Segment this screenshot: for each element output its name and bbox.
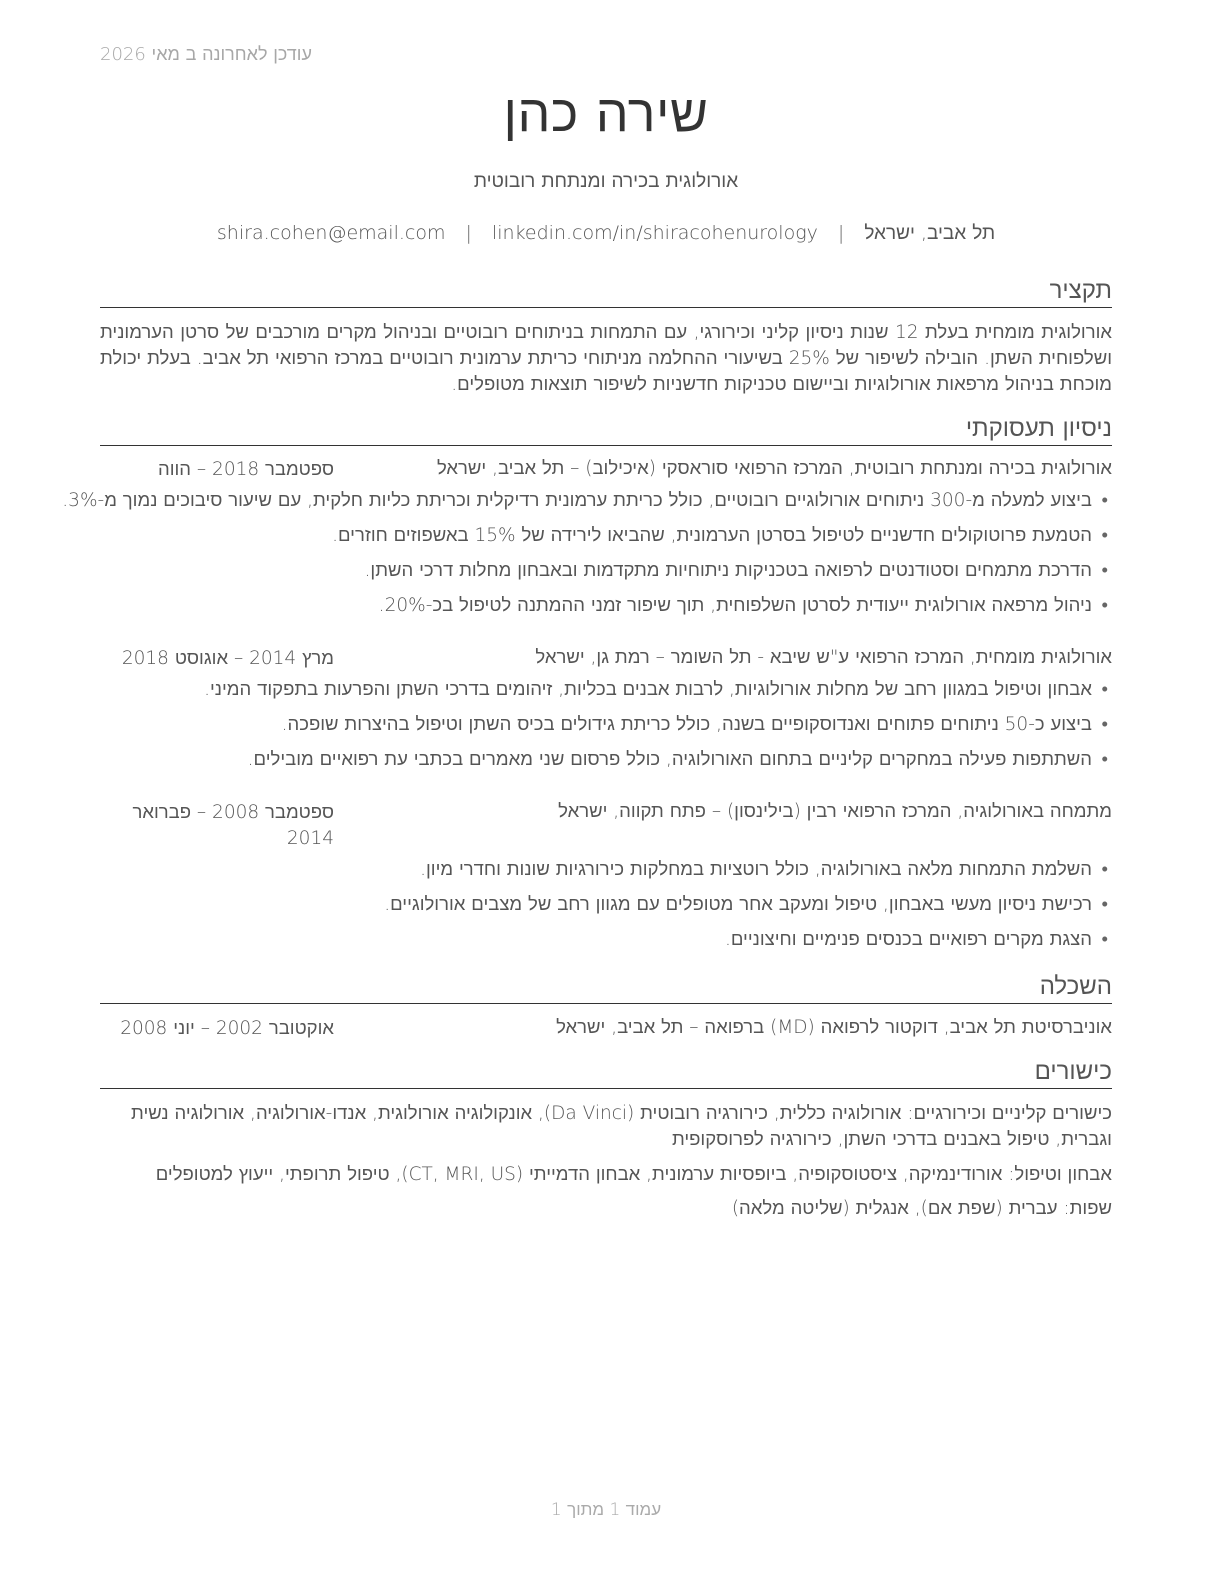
education-institution: אוניברסיטת תל אביב, דוקטור לרפואה (MD) ברפואה – תל אביב, ישראל [556, 1017, 1112, 1038]
candidate-title: אורולוגית בכירה ומנתחת רובוטית [473, 170, 739, 192]
job-bullets [100, 857, 1112, 962]
list-item: • ניהול מרפאה אורולוגית ייעודית לסרטן השלפוחית, תוך שיפור זמני ההמתנה לטיפול בכ-20%. [100, 593, 1112, 619]
education-item [100, 1016, 1112, 1042]
job-bullets [100, 677, 1112, 782]
education-dates: אוקטובר 2002 – יוני 2008 [120, 1018, 334, 1039]
list-item: • השתתפות פעילה במחקרים קליניים בתחום האורולוגיה, כולל פרסום שני מאמרים בכתבי עת רפואיים מובילים. [100, 747, 1112, 773]
list-item: • רכישת ניסיון מעשי באבחון, טיפול ומעקב אחר מטופלים עם מגוון רחב של מצבים אורולוגיים. [100, 892, 1112, 918]
contact-separator: | [837, 222, 845, 244]
job-organization: מתמחה באורולוגיה, המרכז הרפואי רבין (בילינסון) – פתח תקווה, ישראל [558, 801, 1112, 822]
list-item: • ביצוע כ-50 ניתוחים פתוחים ואנדוסקופיים בשנה, כולל כריתת גידולים בכיס השתן וטיפול בהיצרות שופכה. [100, 712, 1112, 738]
candidate-name: שירה כהן [503, 84, 709, 144]
list-item: • הטמעת פרוטוקולים חדשניים לטיפול בסרטן הערמונית, שהביאו לירידה של 15% באשפוזים חוזרים. [100, 523, 1112, 549]
skills-diagnosis: אבחון וטיפול: אורודינמיקה, ציסטוסקופיה, ביופסיות ערמונית, אבחון הדמייתי (CT, MRI, US), טיפול תרופתי, ייעוץ למטופלים [155, 1164, 1112, 1185]
contact-linkedin[interactable]: linkedin.com/in/shiracohenurology [491, 222, 818, 244]
skills-heading: כישורים [100, 1057, 1112, 1089]
job-bullets [62, 488, 1112, 628]
education-heading: השכלה [100, 972, 1112, 1004]
skills-languages: שפות: עברית (שפת אם), אנגלית (שליטה מלאה) [731, 1198, 1112, 1219]
experience-heading: ניסיון תעסוקתי [100, 414, 1112, 446]
skills-clinical: כישורים קליניים וכירורגיים: אורולוגיה כללית, כירורגיה רובוטית (Da Vinci), אונקולוגיה אורולוגית, אנדו-אורולוגיה, אורולוגיה נשית וגברית, טיפול באבנים בדרכי השתן, כירורגיה לפרוסקופית [131, 1103, 1112, 1150]
page-number: עמוד 1 מתוך 1 [550, 1500, 662, 1520]
last-updated: עודכן לאחרונה ב מאי 2026 [100, 44, 312, 65]
job-dates: מרץ 2014 – אוגוסט 2018 [121, 648, 334, 669]
contact-separator: | [465, 222, 472, 244]
list-item: • השלמת התמחות מלאה באורולוגיה, כולל רוטציות במחלקות כירורגיות שונות וחדרי מיון. [100, 857, 1112, 883]
job-header [100, 457, 1112, 483]
list-item: • ביצוע למעלה מ-300 ניתוחים אורולוגיים רובוטיים, כולל כריתת ערמונית רדיקלית וכריתת כליות חלקית, עם שיעור סיבוכים נמוך מ-3%. [100, 488, 1112, 514]
summary-heading: תקציר [100, 276, 1112, 308]
job-header [100, 800, 1112, 849]
job-dates: ספטמבר 2018 – הווה [157, 459, 334, 480]
contact-line [100, 222, 1112, 245]
job-dates: ספטמבר 2008 – פברואר 2014 [132, 802, 334, 849]
list-item: • הצגת מקרים רפואיים בכנסים פנימיים וחיצוניים. [100, 927, 1112, 953]
list-item: • הדרכת מתמחים וסטודנטים לרפואה בטכניקות ניתוחיות מתקדמות ובאבחון מחלות דרכי השתן. [100, 558, 1112, 584]
summary-text: אורולוגית מומחית בעלת 12 שנות ניסיון קליני וכירורגי, עם התמחות בניתוחים רובוטיים ובניהול מקרים מורכבים של סרטן הערמונית ושלפוחית השתן. הובילה לשיפור של 25% בשיעורי ההחלמה מניתוחי כריתת ערמונית רובוטיים במרכז הרפואי תל אביב. בעלת יכולת מוכחת בניהול מרפאות אורולוגיות וביישום טכניקות חדשניות לשיפור תוצאות מטופלים. [100, 322, 1113, 395]
job-header [100, 646, 1112, 672]
job-organization: אורולוגית מומחית, המרכז הרפואי ע"ש שיבא - תל השומר – רמת גן, ישראל [535, 647, 1112, 668]
contact-email[interactable]: shira.cohen@email.com [216, 222, 446, 244]
list-item: • אבחון וטיפול במגוון רחב של מחלות אורולוגיות, לרבות אבנים בכליות, זיהומים בדרכי השתן והפרעות בתפקוד המיני. [100, 677, 1112, 703]
resume-page [62, 0, 1113, 1584]
job-organization: אורולוגית בכירה ומנתחת רובוטית, המרכז הרפואי סוראסקי (איכילוב) – תל אביב, ישראל [436, 458, 1112, 479]
contact-location: תל אביב, ישראל [864, 222, 996, 244]
